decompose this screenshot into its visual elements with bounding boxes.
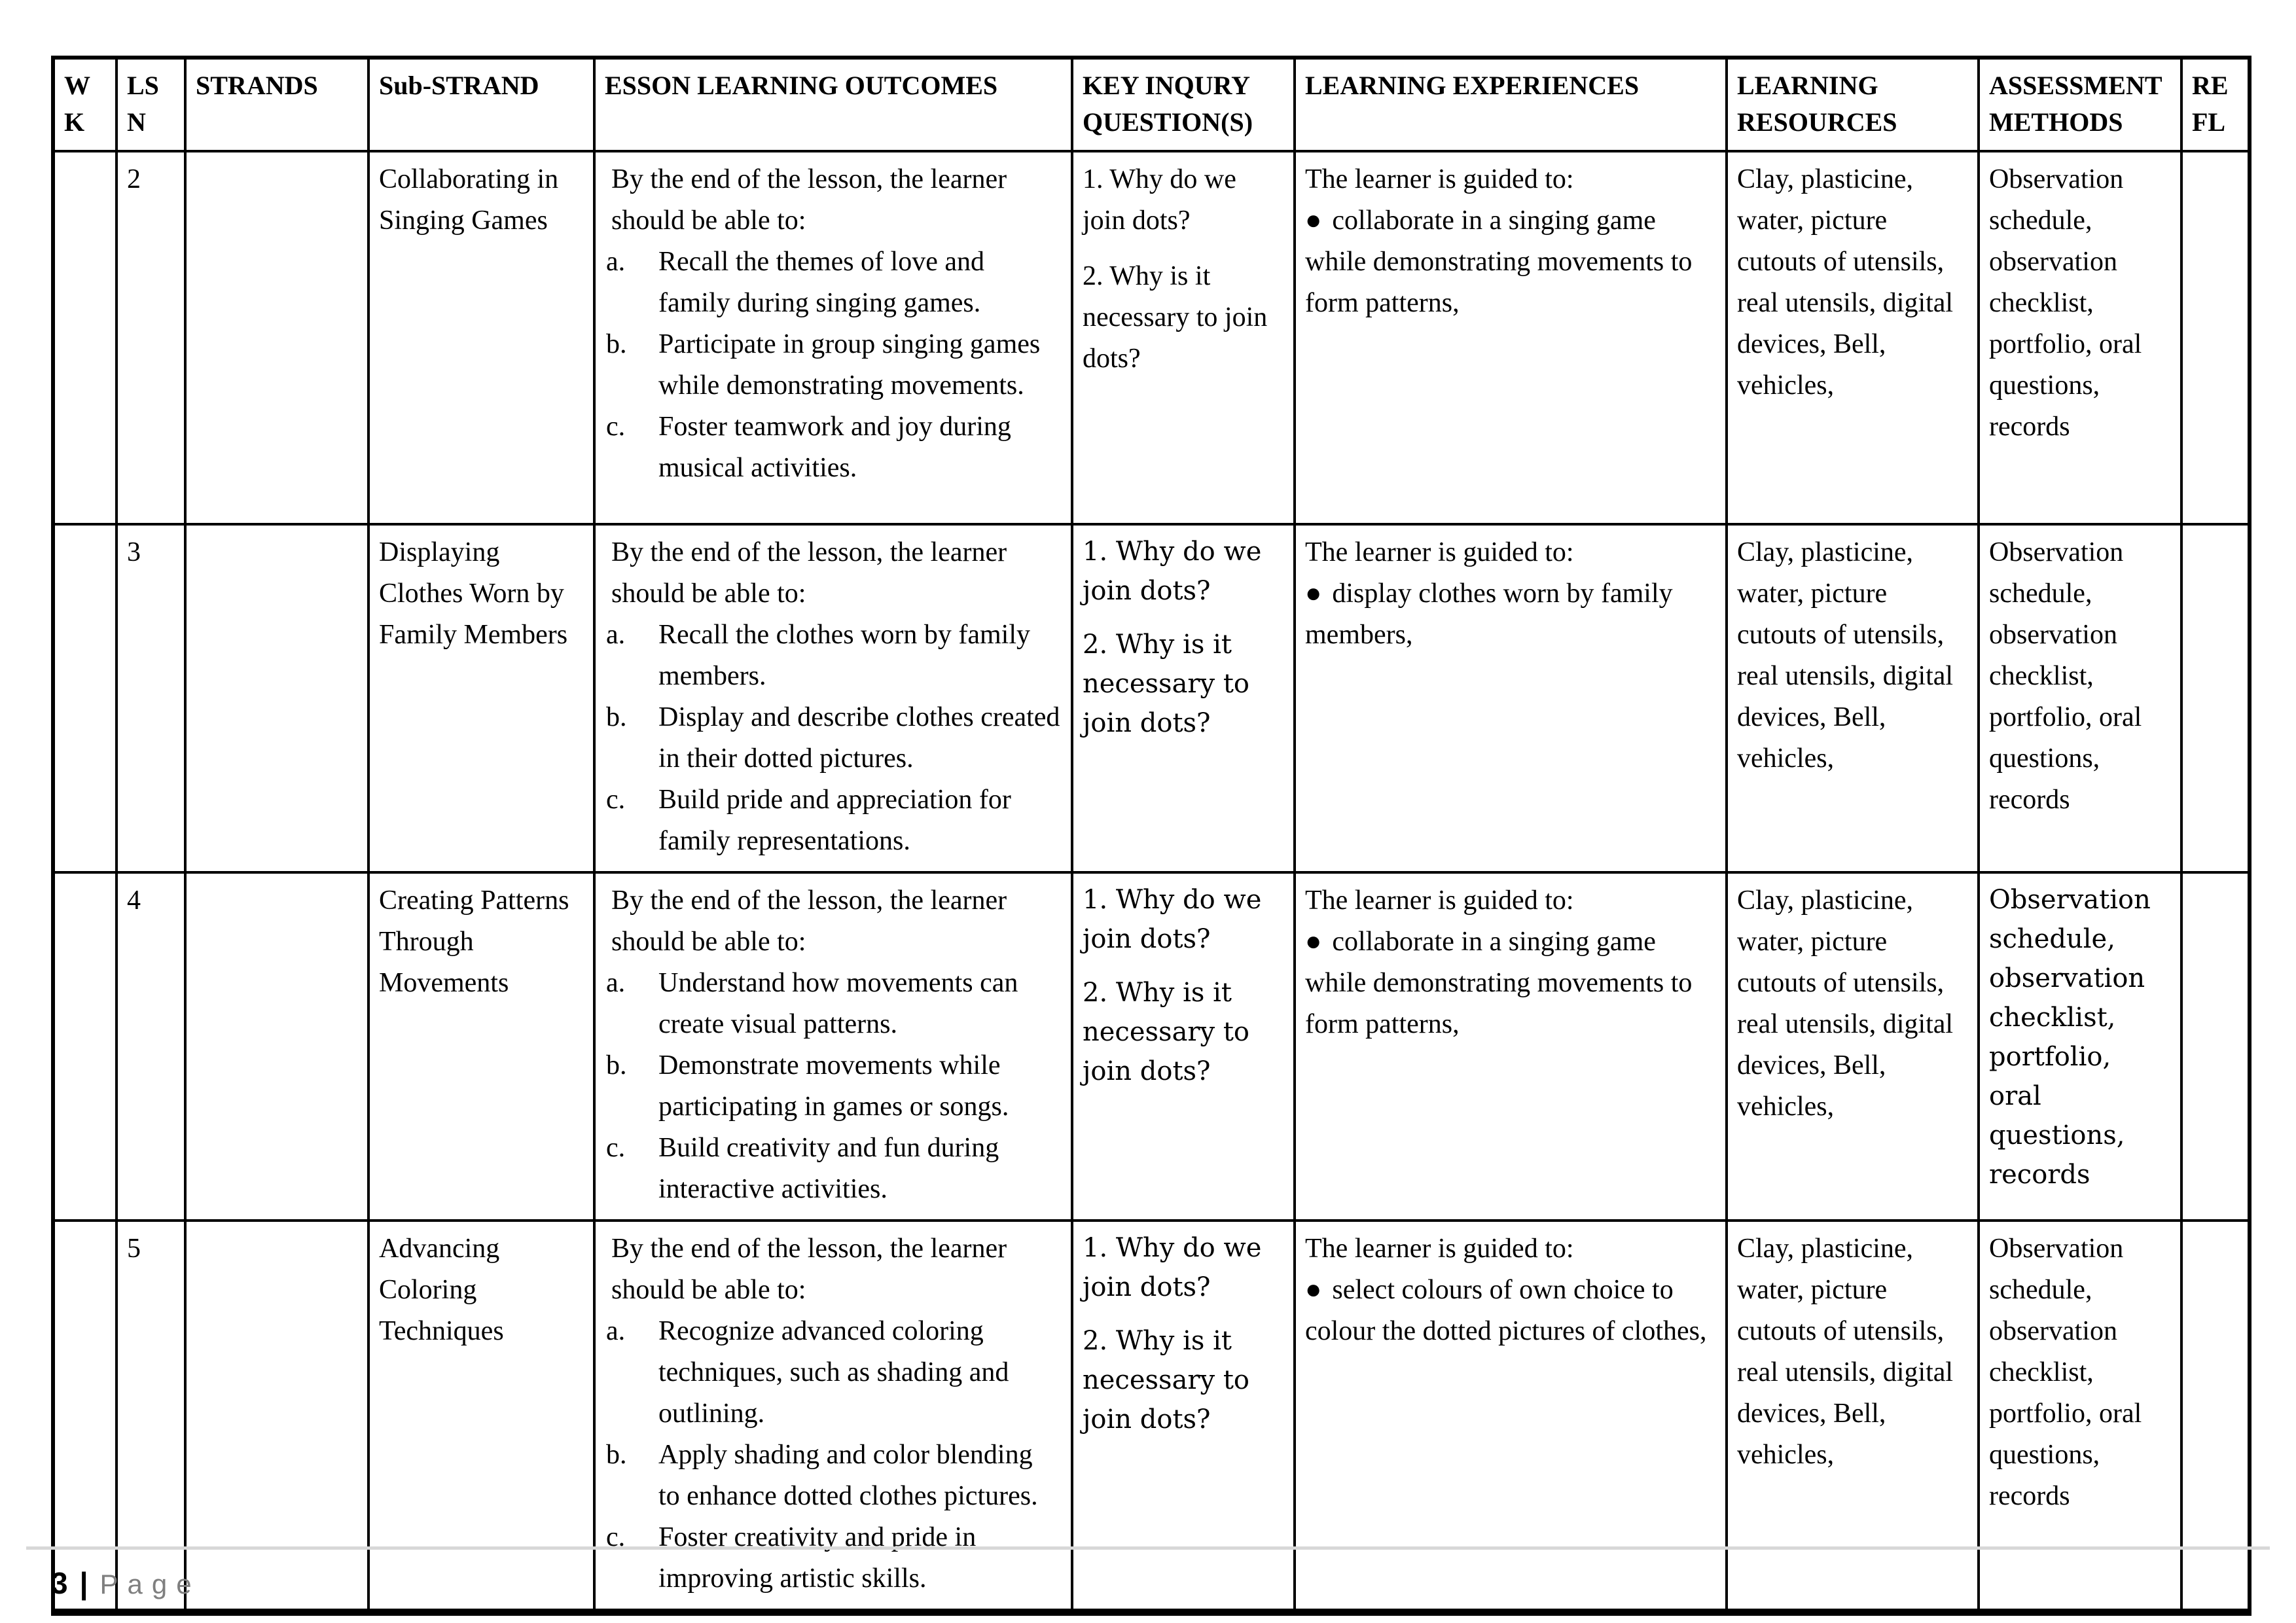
experiences-intro: The learner is guided to: (1305, 885, 1574, 916)
outcome-item (605, 1045, 1060, 1128)
col-header-refl: REFL (2181, 58, 2250, 151)
experience-bullet-line (1305, 921, 1715, 1045)
page-separator: | (79, 1566, 88, 1600)
page-number: 3 (51, 1566, 68, 1600)
outcomes-cell (594, 151, 1072, 524)
resources-cell: Clay, plasticine, water, picture cutouts of utensils, real utensils, digital devices, Bell, vehicles, (1727, 151, 1979, 524)
outcomes-intro: By the end of the lesson, the learner should be able to: (611, 164, 1007, 236)
outcome-item (605, 615, 1060, 697)
inquiry-question: 1. Why do we join dots? (1083, 537, 1262, 606)
assessment-cell: Observation schedule, observation checklist, portfolio, oral questions, records (1979, 872, 2181, 1221)
refl-cell (2181, 524, 2250, 872)
experience-text: collaborate in a singing game while demonstrating movements to form patterns, (1305, 927, 1693, 1039)
col-header-lesson-learning-outcomes: ESSON LEARNING OUTCOMES (594, 58, 1072, 151)
outcome-marker: b. (606, 702, 627, 732)
table-row (53, 872, 2250, 1221)
outcome-marker: a. (606, 968, 626, 998)
outcomes-intro: By the end of the lesson, the learner should be able to: (611, 1234, 1007, 1305)
lsn-cell: 5 (117, 1221, 185, 1613)
page-word: Page (99, 1569, 201, 1599)
outcome-item (605, 963, 1060, 1045)
outcome-text: Apply shading and color blending to enhance dotted clothes pictures. (658, 1440, 1038, 1511)
experiences-intro: The learner is guided to: (1305, 537, 1574, 567)
col-header-learning-resources: LEARNING RESOURCES (1727, 58, 1979, 151)
outcome-item (605, 241, 1060, 324)
outcome-item (605, 697, 1060, 779)
bullet-icon: ● (1305, 1275, 1322, 1305)
col-header-lsn: LS N (117, 58, 185, 151)
refl-cell (2181, 151, 2250, 524)
wk-cell (53, 524, 117, 872)
outcome-marker: c. (606, 1133, 626, 1163)
outcome-marker: b. (606, 1440, 627, 1470)
sub-strand-cell: Creating Patterns Through Movements (368, 872, 594, 1221)
experiences-intro: The learner is guided to: (1305, 164, 1574, 194)
bullet-icon: ● (1305, 579, 1322, 609)
inquiry-question: 2. Why is it necessary to join dots? (1083, 630, 1249, 738)
lsn-cell: 3 (117, 524, 185, 872)
experiences-cell (1295, 151, 1727, 524)
strand-cell (185, 872, 368, 1221)
assessment-cell: Observation schedule, observation checklist, portfolio, oral questions, records (1979, 524, 2181, 872)
outcome-text: Recognize advanced coloring techniques, such as shading and outlining. (658, 1316, 1009, 1429)
outcome-text: Build creativity and fun during interactive activities. (658, 1133, 999, 1204)
page-footer (26, 1546, 2270, 1601)
outcome-marker: a. (606, 1316, 626, 1346)
resources-cell: Clay, plasticine, water, picture cutouts of utensils, real utensils, digital devices, Bell, vehicles, (1727, 1221, 1979, 1613)
sub-strand-cell: Displaying Clothes Worn by Family Members (368, 524, 594, 872)
outcome-text: Build pride and appreciation for family representations. (658, 785, 1011, 856)
outcome-item (605, 1435, 1060, 1517)
outcome-item (605, 1128, 1060, 1210)
sub-strand-cell: Collaborating in Singing Games (368, 151, 594, 524)
outcome-marker: c. (606, 1522, 626, 1552)
resources-cell: Clay, plasticine, water, picture cutouts of utensils, real utensils, digital devices, Bell, vehicles, (1727, 872, 1979, 1221)
key-inquiry-cell (1072, 872, 1295, 1221)
sub-strand-cell: Advancing Coloring Techniques (368, 1221, 594, 1613)
table-row (53, 524, 2250, 872)
col-header-key-inquiry-questions: KEY INQURY QUESTION(S) (1072, 58, 1295, 151)
outcome-text: Understand how movements can create visual patterns. (658, 968, 1018, 1039)
col-header-strands: STRANDS (185, 58, 368, 151)
assessment-cell: Observation schedule, observation checklist, portfolio, oral questions, records (1979, 151, 2181, 524)
strand-cell (185, 151, 368, 524)
experience-text: select colours of own choice to colour the dotted pictures of clothes, (1305, 1275, 1707, 1346)
outcome-text: Participate in group singing games while demonstrating movements. (658, 329, 1041, 401)
outcome-item (605, 1311, 1060, 1435)
experiences-cell (1295, 872, 1727, 1221)
key-inquiry-cell (1072, 524, 1295, 872)
col-header-sub-strand: Sub-STRAND (368, 58, 594, 151)
col-header-wk: W K (53, 58, 117, 151)
assessment-cell: Observation schedule, observation checklist, portfolio, oral questions, records (1979, 1221, 2181, 1613)
outcome-item (605, 779, 1060, 862)
outcome-item (605, 406, 1060, 489)
col-header-assessment-methods: ASSESSMENT METHODS (1979, 58, 2181, 151)
refl-cell (2181, 872, 2250, 1221)
outcome-item (605, 324, 1060, 406)
inquiry-question: 1. Why do we join dots? (1083, 164, 1236, 236)
inquiry-question: 1. Why do we join dots? (1083, 885, 1262, 954)
outcome-text: Recall the themes of love and family during singing games. (658, 247, 984, 318)
experience-text: display clothes worn by family members, (1305, 579, 1673, 650)
outcome-marker: b. (606, 1050, 627, 1080)
experiences-cell (1295, 524, 1727, 872)
outcomes-intro: By the end of the lesson, the learner should be able to: (611, 885, 1007, 957)
experience-bullet-line (1305, 1270, 1715, 1352)
col-header-learning-experiences: LEARNING EXPERIENCES (1295, 58, 1727, 151)
inquiry-question: 2. Why is it necessary to join dots? (1083, 261, 1268, 374)
outcomes-cell (594, 524, 1072, 872)
bullet-icon: ● (1305, 205, 1322, 236)
wk-cell (53, 151, 117, 524)
inquiry-question: 2. Why is it necessary to join dots? (1083, 1326, 1249, 1435)
key-inquiry-cell (1072, 151, 1295, 524)
outcome-text: Foster creativity and pride in improving artistic skills. (658, 1522, 977, 1594)
lsn-cell: 2 (117, 151, 185, 524)
outcome-marker: a. (606, 620, 626, 650)
outcome-marker: b. (606, 329, 627, 359)
experience-bullet-line (1305, 200, 1715, 324)
outcome-marker: c. (606, 412, 626, 442)
strand-cell (185, 524, 368, 872)
header-row (53, 58, 2250, 151)
outcome-marker: a. (606, 247, 626, 277)
outcome-text: Display and describe clothes created in their dotted pictures. (658, 702, 1060, 774)
inquiry-question: 1. Why do we join dots? (1083, 1233, 1262, 1302)
outcomes-cell (594, 872, 1072, 1221)
experience-bullet-line (1305, 573, 1715, 656)
outcome-marker: c. (606, 785, 626, 815)
experiences-intro: The learner is guided to: (1305, 1234, 1574, 1264)
inquiry-question: 2. Why is it necessary to join dots? (1083, 978, 1249, 1086)
scheme-of-work-table (51, 56, 2251, 1616)
resources-cell: Clay, plasticine, water, picture cutouts of utensils, real utensils, digital devices, Bell, vehicles, (1727, 524, 1979, 872)
bullet-icon: ● (1305, 927, 1322, 957)
outcomes-intro: By the end of the lesson, the learner should be able to: (611, 537, 1007, 609)
lsn-cell: 4 (117, 872, 185, 1221)
wk-cell (53, 872, 117, 1221)
outcome-text: Foster teamwork and joy during musical activities. (658, 412, 1011, 483)
outcome-text: Demonstrate movements while participating in games or songs. (658, 1050, 1009, 1122)
experience-text: collaborate in a singing game while demonstrating movements to form patterns, (1305, 205, 1693, 318)
table-row (53, 151, 2250, 524)
outcome-text: Recall the clothes worn by family members. (658, 620, 1031, 691)
